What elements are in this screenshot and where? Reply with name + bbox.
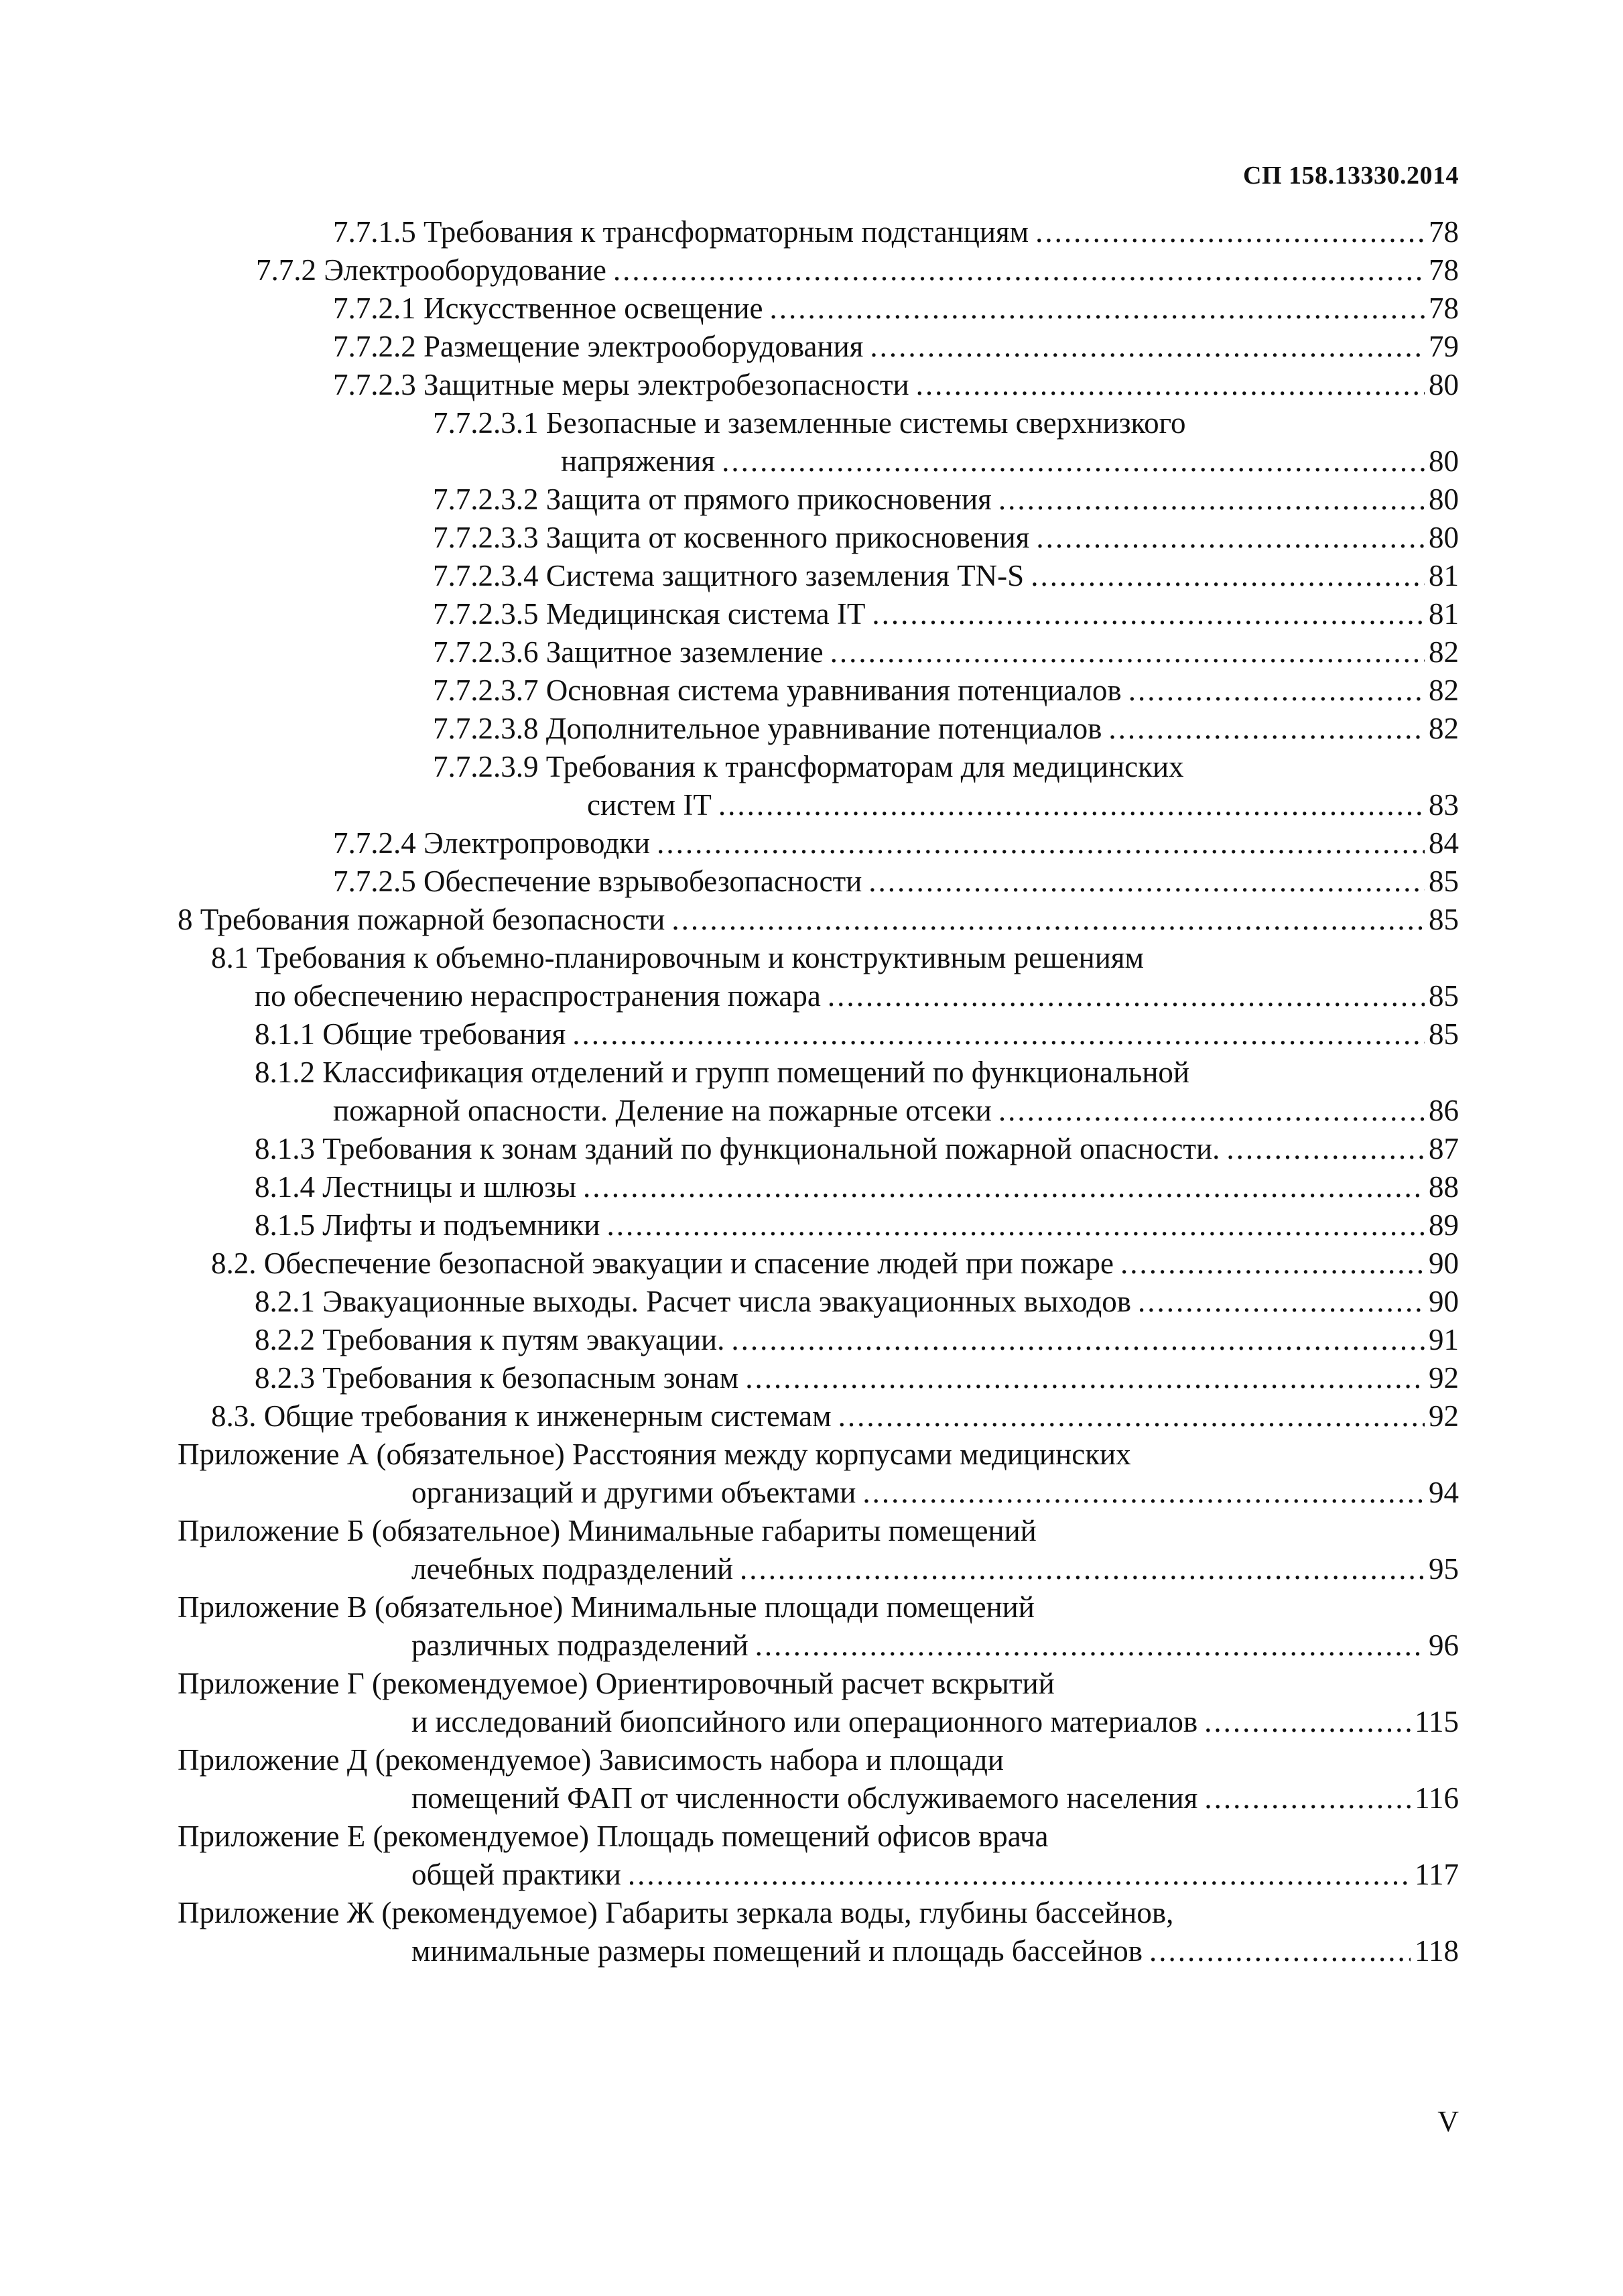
toc-entry-title: 7.7.2.5 Обеспечение взрывобезопасности: [333, 865, 862, 898]
toc-entry-title: 7.7.2.3.7 Основная система уравнивания потенциалов: [433, 674, 1122, 707]
toc-leader-dots: [722, 442, 1425, 481]
toc-entry-page: 92: [1429, 1399, 1459, 1433]
toc-leader-dots: [872, 595, 1425, 633]
toc-leader-dots: [745, 1359, 1425, 1397]
toc-entry-continuation: организаций и другими объектами: [411, 1476, 856, 1509]
toc-entry-page: 84: [1429, 826, 1459, 860]
toc-entry-title: 8.1.2 Классификация отделений и групп помещений по функциональной: [255, 1056, 1189, 1089]
toc-entry[interactable]: [0, 213, 1623, 251]
toc-entry-title: 7.7.2.3 Защитные меры электробезопасности: [333, 368, 909, 401]
toc-entry[interactable]: [0, 1206, 1623, 1245]
toc-leader-dots: [740, 1550, 1425, 1588]
toc-entry-page: 89: [1429, 1208, 1459, 1242]
toc-leader-dots: [572, 1015, 1425, 1054]
toc-entry-title: 7.7.2 Электрооборудование: [256, 253, 606, 287]
toc-entry-title: 7.7.2.1 Искусственное освещение: [333, 292, 763, 325]
toc-entry-continuation: систем IT: [587, 788, 712, 822]
toc-entry-continuation: лечебных подразделений: [411, 1552, 734, 1586]
toc-entry-title: 7.7.1.5 Требования к трансформаторным подстанциям: [333, 215, 1029, 249]
toc-entry[interactable]: [0, 290, 1623, 328]
toc-entry-continuation: помещений ФАП от численности обслуживаемого населения: [411, 1781, 1198, 1815]
toc-entry-page: 78: [1429, 215, 1459, 249]
toc-leader-dots: [916, 366, 1425, 404]
toc-entry-page: 83: [1429, 788, 1459, 822]
toc-entry-page: 92: [1429, 1361, 1459, 1395]
toc-leader-dots: [1149, 1932, 1411, 1970]
toc-leader-dots: [1036, 519, 1425, 557]
toc-entry-title: 8.2.2 Требования к путям эвакуации.: [255, 1323, 725, 1356]
toc-entry[interactable]: [0, 824, 1623, 863]
toc-entry-title: 7.7.2.3.2 Защита от прямого прикосновения: [433, 483, 992, 516]
toc-leader-dots: [1204, 1779, 1411, 1817]
toc-entry-page: 90: [1429, 1285, 1459, 1318]
toc-entry[interactable]: [0, 1283, 1623, 1321]
toc-leader-dots: [755, 1627, 1425, 1665]
toc-entry-title: 8 Требования пожарной безопасности: [178, 903, 665, 936]
toc-entry-title: 8.3. Общие требования к инженерным системам: [211, 1399, 832, 1433]
toc-leader-dots: [1204, 1703, 1411, 1741]
toc-entry[interactable]: [0, 1588, 1623, 1665]
toc-entry[interactable]: [0, 1054, 1623, 1130]
toc-leader-dots: [770, 290, 1425, 328]
toc-entry[interactable]: [0, 1817, 1623, 1894]
toc-entry[interactable]: [0, 672, 1623, 710]
toc-leader-dots: [671, 901, 1425, 939]
toc-entry[interactable]: [0, 328, 1623, 366]
toc-entry-page: 85: [1429, 903, 1459, 936]
toc-entry-continuation: пожарной опасности. Деление на пожарные отсеки: [333, 1094, 992, 1127]
toc-entry[interactable]: [0, 595, 1623, 633]
toc-entry-title: 7.7.2.3.6 Защитное заземление: [433, 635, 824, 669]
toc-entry-continuation: напряжения: [561, 444, 716, 478]
toc-entry[interactable]: [0, 557, 1623, 595]
document-code: СП 158.13330.2014: [1243, 162, 1459, 190]
toc-entry[interactable]: [0, 481, 1623, 519]
toc-entry-title: 7.7.2.3.4 Система защитного заземления TN-S: [433, 559, 1025, 592]
toc-leader-dots: [613, 251, 1425, 290]
toc-entry-page: 80: [1429, 483, 1459, 516]
toc-entry[interactable]: [0, 1015, 1623, 1054]
toc-entry[interactable]: [0, 404, 1623, 481]
toc-leader-dots: [998, 481, 1425, 519]
toc-entry-page: 85: [1429, 865, 1459, 898]
toc-entry-continuation: минимальные размеры помещений и площадь бассейнов: [411, 1934, 1143, 1968]
toc-entry-continuation: по обеспечению нераспространения пожара: [255, 979, 821, 1013]
toc-leader-dots: [838, 1397, 1425, 1436]
toc-leader-dots: [1226, 1130, 1425, 1168]
toc-entry-page: 117: [1415, 1858, 1459, 1891]
toc-leader-dots: [731, 1321, 1425, 1359]
toc-entry-title: 7.7.2.4 Электропроводки: [333, 826, 651, 860]
toc-entry[interactable]: [0, 1741, 1623, 1817]
toc-entry-title: Приложение Г (рекомендуемое) Ориентировочный расчет вскрытий: [178, 1667, 1055, 1700]
toc-entry-page: 79: [1429, 330, 1459, 363]
toc-leader-dots: [862, 1474, 1425, 1512]
toc-entry[interactable]: [0, 633, 1623, 672]
toc-entry-page: 116: [1415, 1781, 1459, 1815]
toc-entry-continuation: различных подразделений: [411, 1629, 749, 1662]
toc-entry-page: 96: [1429, 1629, 1459, 1662]
toc-entry-title: 8.1.1 Общие требования: [255, 1017, 566, 1051]
toc-entry-page: 82: [1429, 712, 1459, 745]
toc-leader-dots: [657, 824, 1425, 863]
toc-entry-page: 95: [1429, 1552, 1459, 1586]
toc-entry-title: 7.7.2.3.1 Безопасные и заземленные системы сверхнизкого: [433, 406, 1186, 440]
toc-entry-title: 8.1 Требования к объемно-планировочным и конструктивным решениям: [211, 941, 1145, 974]
toc-entry[interactable]: [0, 1245, 1623, 1283]
toc-entry-title: 7.7.2.3.9 Требования к трансформаторам для медицинских: [433, 750, 1184, 783]
toc-leader-dots: [868, 863, 1425, 901]
toc-leader-dots: [998, 1092, 1425, 1130]
toc-entry-page: 94: [1429, 1476, 1459, 1509]
toc-leader-dots: [628, 1856, 1411, 1894]
toc-entry[interactable]: [0, 519, 1623, 557]
toc-leader-dots: [870, 328, 1425, 366]
toc-leader-dots: [830, 633, 1425, 672]
toc-entry-page: 78: [1429, 292, 1459, 325]
toc-entry-page: 91: [1429, 1323, 1459, 1356]
toc-entry-title: 7.7.2.2 Размещение электрооборудования: [333, 330, 864, 363]
toc-entry-page: 85: [1429, 1017, 1459, 1051]
toc-entry-title: Приложение Б (обязательное) Минимальные габариты помещений: [178, 1514, 1037, 1547]
toc-entry-title: 7.7.2.3.8 Дополнительное уравнивание потенциалов: [433, 712, 1102, 745]
toc-entry[interactable]: [0, 1168, 1623, 1206]
toc-leader-dots: [1035, 213, 1425, 251]
toc-entry-title: Приложение Д (рекомендуемое) Зависимость набора и площади: [178, 1743, 1004, 1777]
toc-entry-page: 80: [1429, 444, 1459, 478]
toc-entry[interactable]: [0, 748, 1623, 824]
toc-leader-dots: [1108, 710, 1425, 748]
toc-entry-continuation: и исследований биопсийного или операционного материалов: [411, 1705, 1198, 1738]
toc-entry[interactable]: [0, 901, 1623, 939]
toc-entry-title: 8.1.3 Требования к зонам зданий по функциональной пожарной опасности.: [255, 1132, 1220, 1165]
toc-entry[interactable]: [0, 863, 1623, 901]
toc-entry-page: 88: [1429, 1170, 1459, 1204]
toc-entry-title: Приложение Е (рекомендуемое) Площадь помещений офисов врача: [178, 1820, 1049, 1853]
toc-entry-page: 82: [1429, 674, 1459, 707]
toc-entry-title: Приложение А (обязательное) Расстояния между корпусами медицинских: [178, 1438, 1131, 1471]
toc-entry-page: 80: [1429, 521, 1459, 554]
toc-entry[interactable]: [0, 1321, 1623, 1359]
toc-entry-page: 118: [1415, 1934, 1459, 1968]
toc-entry-title: 8.1.5 Лифты и подъемники: [255, 1208, 600, 1242]
toc-entry-title: 8.2. Обеспечение безопасной эвакуации и спасение людей при пожаре: [211, 1247, 1114, 1280]
toc-entry-title: 7.7.2.3.5 Медицинская система IT: [433, 597, 866, 631]
toc-entry-page: 85: [1429, 979, 1459, 1013]
page-number: V: [1437, 2105, 1459, 2138]
toc-entry[interactable]: [0, 251, 1623, 290]
toc-leader-dots: [828, 977, 1425, 1015]
toc-entry[interactable]: [0, 1894, 1623, 1970]
toc-entry-title: Приложение В (обязательное) Минимальные площади помещений: [178, 1590, 1035, 1624]
toc-leader-dots: [607, 1206, 1425, 1245]
toc-entry[interactable]: [0, 366, 1623, 404]
toc-entry[interactable]: [0, 710, 1623, 748]
toc-entry-title: 8.2.3 Требования к безопасным зонам: [255, 1361, 739, 1395]
toc-entry-page: 80: [1429, 368, 1459, 401]
toc-leader-dots: [1128, 672, 1425, 710]
toc-leader-dots: [1031, 557, 1425, 595]
toc-entry[interactable]: [0, 1397, 1623, 1436]
toc-entry[interactable]: [0, 1436, 1623, 1512]
toc-entry[interactable]: [0, 1359, 1623, 1397]
toc-entry-page: 81: [1429, 559, 1459, 592]
toc-entry-title: 8.2.1 Эвакуационные выходы. Расчет числа эвакуационных выходов: [255, 1285, 1132, 1318]
toc-entry-page: 78: [1429, 253, 1459, 287]
toc-leader-dots: [583, 1168, 1425, 1206]
toc-leader-dots: [1120, 1245, 1425, 1283]
toc-entry-page: 87: [1429, 1132, 1459, 1165]
toc-entry-page: 86: [1429, 1094, 1459, 1127]
toc-leader-dots: [1138, 1283, 1425, 1321]
toc-entry[interactable]: [0, 1512, 1623, 1588]
toc-entry[interactable]: [0, 1130, 1623, 1168]
table-of-contents: [0, 213, 1623, 1970]
toc-entry-continuation: общей практики: [411, 1858, 621, 1891]
toc-entry-title: Приложение Ж (рекомендуемое) Габариты зеркала воды, глубины бассейнов,: [178, 1896, 1174, 1929]
toc-entry-page: 81: [1429, 597, 1459, 631]
toc-entry-page: 90: [1429, 1247, 1459, 1280]
toc-entry[interactable]: [0, 939, 1623, 1015]
toc-entry-title: 7.7.2.3.3 Защита от косвенного прикосновения: [433, 521, 1030, 554]
toc-entry[interactable]: [0, 1665, 1623, 1741]
toc-entry-page: 82: [1429, 635, 1459, 669]
toc-leader-dots: [718, 786, 1425, 824]
toc-entry-page: 115: [1415, 1705, 1459, 1738]
toc-entry-title: 8.1.4 Лестницы и шлюзы: [255, 1170, 576, 1204]
